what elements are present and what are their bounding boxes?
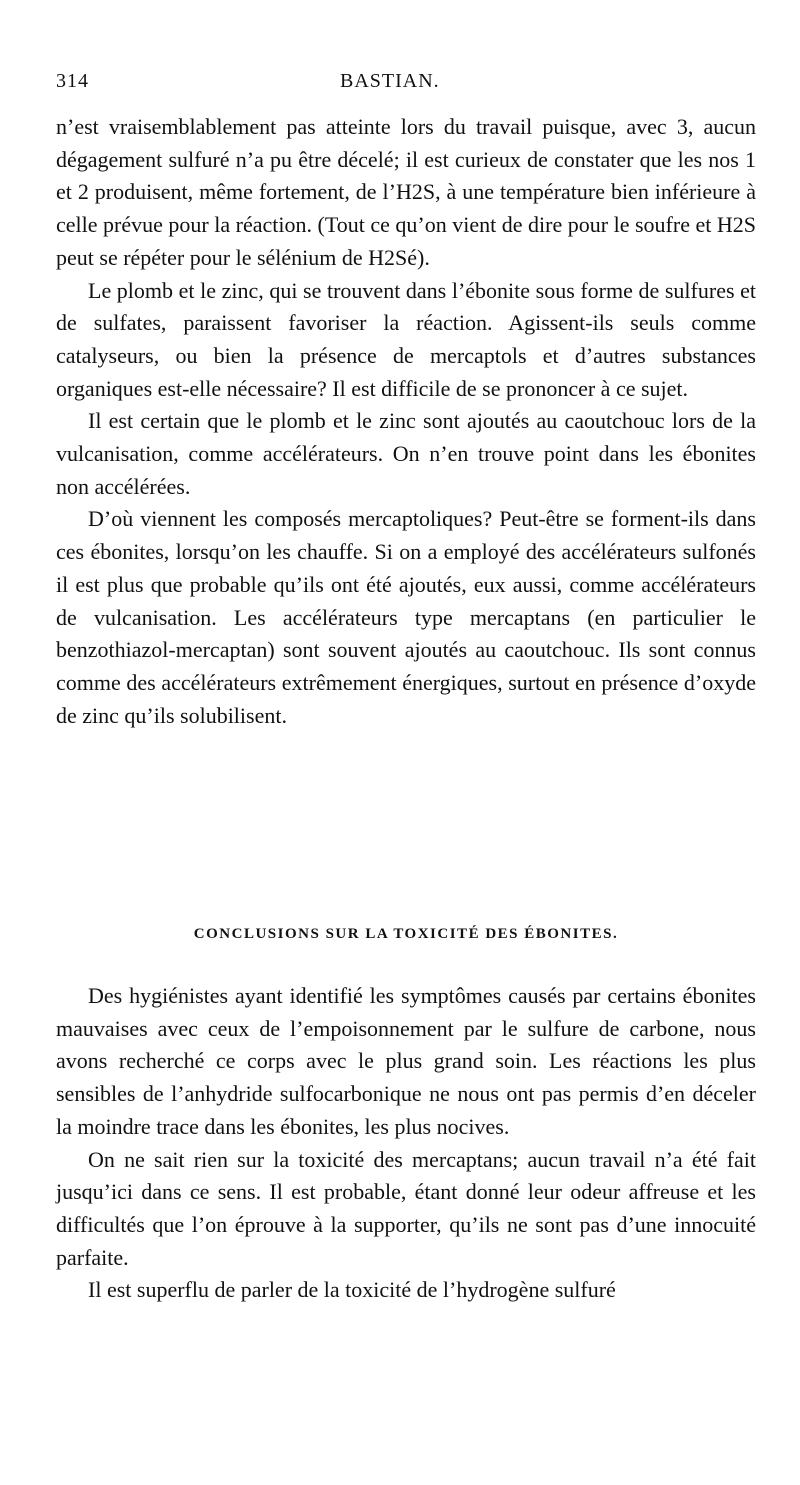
section-heading: CONCLUSIONS SUR LA TOXICITÉ DES ÉBONITES. xyxy=(193,926,619,942)
paragraph: D’où viennent les composés mercaptoliques? Peut-être se forment-ils dans ces ébonites, lorsqu’on les chauffe. Si on a employé des accélérateurs sulfonés il est plus que probable qu’ils ont été ajoutés, eux aussi, comme accélérateurs de vulcanisation. Les accélérateurs type mercaptans (en particulier le benzothiazol-mercaptan) sont souvent ajoutés au caoutchouc. Ils sont connus comme des accélérateurs extrêmement énergiques, surtout en présence d’oxyde de zinc qu’ils solubilisent. xyxy=(56,506,756,728)
page-number: 314 xyxy=(56,70,89,92)
paragraph: Le plomb et le zinc, qui se trouvent dans l’ébonite sous forme de sulfures et de sulfates, paraissent favoriser la réaction. Agissent-ils seuls comme catalyseurs, ou bien la présence de mercaptols et d’autres substances organiques est-elle nécessaire? Il est difficile de se prononcer à ce sujet. xyxy=(56,277,756,401)
paragraph: Des hygiénistes ayant identifié les symptômes causés par certains ébonites mauvaises avec ceux de l’empoisonnement par le sulfure de carbone, nous avons recherché ce corps avec le plus grand soin. Les réactions les plus sensibles de l’anhydride sulfocarbonique ne nous ont pas permis d’en déceler la moindre trace dans les ébonites, les plus nocives. xyxy=(56,983,756,1139)
paragraph: Il est superflu de parler de la toxicité de l’hydrogène sulfuré xyxy=(88,1277,616,1303)
running-title: BASTIAN. xyxy=(340,70,440,92)
paragraph: Il est certain que le plomb et le zinc sont ajoutés au caoutchouc lors de la vulcanisation, comme accélérateurs. On n’en trouve point dans les ébonites non accélérées. xyxy=(56,408,756,499)
paragraph: n’est vraisemblablement pas atteinte lors du travail puisque, avec 3, aucun dégagement sulfuré n’a pu être décelé; il est curieux de constater que les nos 1 et 2 produisent, même fortement, de l’H2S, à une température bien inférieure à celle prévue pour la réaction. (Tout ce qu’on vient de dire pour le soufre et H2S peut se répéter pour le sélénium de H2Sé). xyxy=(56,114,756,270)
paragraph: On ne sait rien sur la toxicité des mercaptans; aucun travail n’a été fait jusqu’ici dans ce sens. Il est probable, étant donné leur odeur affreuse et les difficultés que l’on éprouve à la supporter, qu’ils ne sont pas d’une innocuité parfaite. xyxy=(56,1146,756,1270)
body-text-top xyxy=(56,111,756,732)
page-header xyxy=(56,70,756,100)
body-text-bottom xyxy=(56,980,756,1307)
